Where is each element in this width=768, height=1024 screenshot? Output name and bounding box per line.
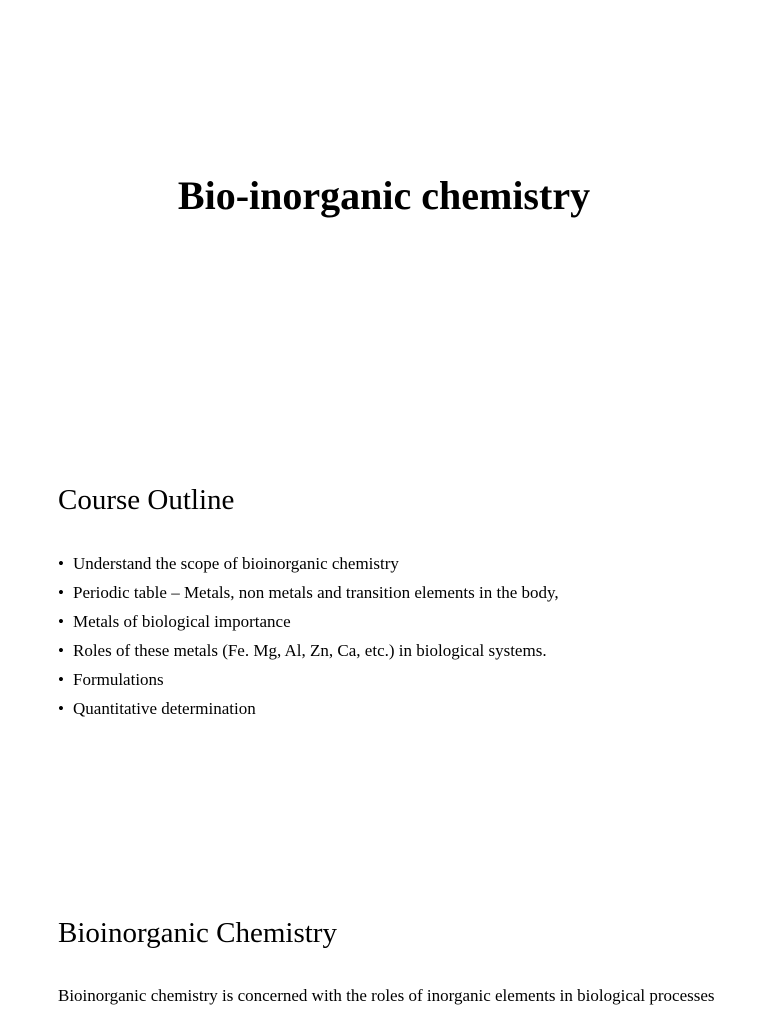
list-item-text: Quantitative determination xyxy=(73,699,256,718)
list-item xyxy=(58,666,559,695)
list-item-text: Formulations xyxy=(73,670,164,689)
list-item xyxy=(58,579,559,608)
bioinorganic-paragraph: Bioinorganic chemistry is concerned with the roles of inorganic elements in biological processes xyxy=(58,986,715,1005)
bullet-icon: • xyxy=(58,612,64,631)
course-outline-heading: Course Outline xyxy=(58,484,235,516)
list-item-text: Metals of biological importance xyxy=(73,612,291,631)
list-item xyxy=(58,637,559,666)
page-title: Bio-inorganic chemistry xyxy=(177,173,591,218)
bullet-icon: • xyxy=(58,670,64,689)
bioinorganic-chemistry-heading: Bioinorganic Chemistry xyxy=(58,917,337,949)
list-item-text: Understand the scope of bioinorganic chemistry xyxy=(73,554,399,573)
list-item xyxy=(58,695,559,724)
bullet-icon: • xyxy=(58,554,64,573)
list-item-text: Periodic table – Metals, non metals and transition elements in the body, xyxy=(73,583,559,602)
list-item-text: Roles of these metals (Fe. Mg, Al, Zn, Ca, etc.) in biological systems. xyxy=(73,641,547,660)
bullet-icon: • xyxy=(58,583,64,602)
list-item xyxy=(58,608,559,637)
list-item xyxy=(58,550,559,579)
bullet-icon: • xyxy=(58,699,64,718)
course-outline-list xyxy=(58,550,559,724)
bullet-icon: • xyxy=(58,641,64,660)
